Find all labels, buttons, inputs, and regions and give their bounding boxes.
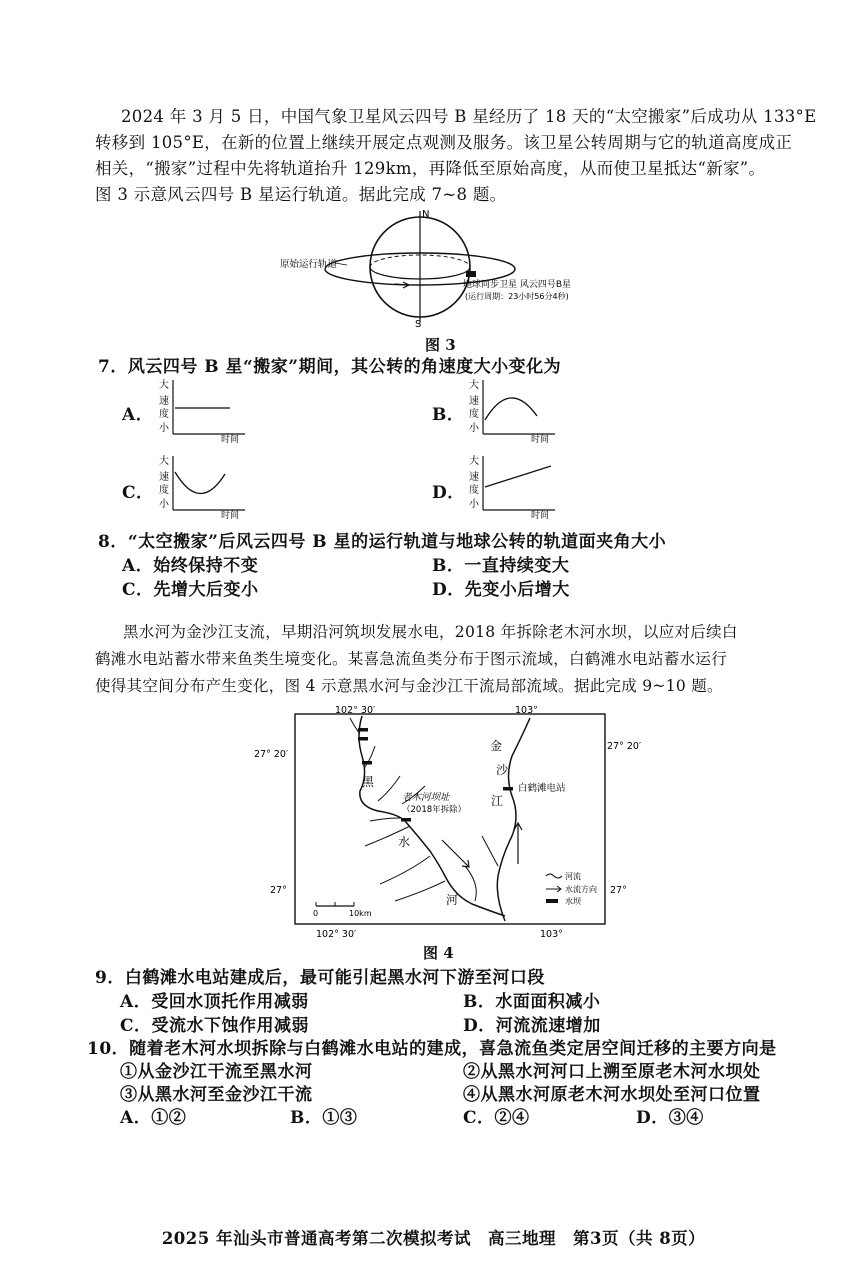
intro-line: 使得其空间分布产生变化，图 4 示意黑水河与金沙江干流局部流域。据此完成 9~10 题。 bbox=[95, 677, 723, 695]
intro-line: 鹤滩水电站蓄水带来鱼类生境变化。某喜急流鱼类分布于图示流域，白鹤滩水电站蓄水运行 bbox=[95, 650, 728, 668]
axis-label-small: 小 bbox=[159, 499, 169, 510]
axis-label-big: 大 bbox=[469, 456, 479, 467]
q8-option-d[interactable]: D．先变小后增大 bbox=[432, 580, 570, 600]
axis-label-degree: 度 bbox=[469, 485, 479, 496]
axis-label-speed: 速 bbox=[469, 472, 479, 483]
dam-marker bbox=[362, 761, 372, 765]
orbit-label: 原始运行轨道 bbox=[280, 259, 338, 270]
axis-label-speed: 速 bbox=[159, 396, 169, 407]
axis-label-time: 时间 bbox=[531, 435, 550, 444]
axis-label-big: 大 bbox=[469, 380, 479, 391]
dam-marker bbox=[358, 737, 368, 741]
q7-option-c-graph bbox=[145, 452, 255, 520]
station-label: 白鹤滩电站 bbox=[518, 783, 566, 794]
intro-line: 2024 年 3 月 5 日，中国气象卫星风云四号 B 星经历了 18 天的“太空搬家”后成功从 133°E bbox=[121, 107, 817, 126]
figure-4-caption: 图 4 bbox=[423, 944, 454, 962]
heishui-char-3: 河 bbox=[446, 893, 459, 907]
axis-label-time: 时间 bbox=[531, 511, 550, 520]
heishui-river bbox=[359, 716, 505, 916]
q7-option-a-graph bbox=[145, 376, 255, 444]
q7-option-b-graph bbox=[455, 376, 565, 444]
axis-label-small: 小 bbox=[159, 423, 169, 434]
lon-top-left: 102° 30′ bbox=[335, 706, 376, 716]
q9-option-b[interactable]: B．水面面积减小 bbox=[463, 992, 601, 1012]
q10-item-2: ②从黑水河河口上溯至原老木河水坝处 bbox=[463, 1062, 761, 1082]
q10-item-1: ①从金沙江干流至黑水河 bbox=[120, 1062, 313, 1082]
question-9-stem: 9．白鹤滩水电站建成后，最可能引起黑水河下游至河口段 bbox=[95, 968, 545, 988]
q10-item-3: ③从黑水河至金沙江干流 bbox=[120, 1085, 313, 1105]
q10-option-d[interactable]: D．③④ bbox=[636, 1108, 704, 1128]
jinsha-char-3: 江 bbox=[491, 794, 504, 808]
axis-label-time: 时间 bbox=[221, 435, 240, 444]
period-label: (运行周期：23小时56分4秒) bbox=[465, 292, 569, 301]
axis-label-time: 时间 bbox=[221, 511, 240, 520]
scale-ten: 10km bbox=[349, 909, 372, 918]
figure-4-map bbox=[250, 706, 650, 942]
axis-label-speed: 速 bbox=[159, 472, 169, 483]
q10-option-c[interactable]: C．②④ bbox=[463, 1108, 530, 1128]
satellite-marker bbox=[466, 271, 476, 277]
axis-label-degree: 度 bbox=[159, 485, 169, 496]
axis-label-small: 小 bbox=[469, 499, 479, 510]
jinsha-river bbox=[497, 718, 530, 921]
axis-label-degree: 度 bbox=[159, 409, 169, 420]
dam-site-note: （2018年拆除） bbox=[402, 805, 467, 815]
q10-option-b[interactable]: B．①③ bbox=[290, 1108, 358, 1128]
figure-3-caption: 图 3 bbox=[425, 336, 456, 354]
jinsha-char-2: 沙 bbox=[496, 763, 509, 777]
dam-marker bbox=[358, 728, 368, 732]
axis-label-degree: 度 bbox=[469, 409, 479, 420]
south-label: S bbox=[415, 319, 422, 330]
legend-flow: 水流方向 bbox=[565, 885, 597, 894]
legend-dam-symbol bbox=[546, 899, 558, 903]
question-8-stem: 8．“太空搬家”后风云四号 B 星的运行轨道与地球公转的轨道面夹角大小 bbox=[98, 532, 667, 552]
axis-label-speed: 速 bbox=[469, 396, 479, 407]
q7-option-b-letter[interactable]: B． bbox=[432, 405, 465, 425]
q7-option-d-letter[interactable]: D． bbox=[432, 483, 465, 503]
intro-line: 图 3 示意风云四号 B 星运行轨道。据此完成 7~8 题。 bbox=[95, 185, 507, 204]
q7-option-c-letter[interactable]: C． bbox=[122, 483, 154, 503]
question-7-stem: 7．风云四号 B 星“搬家”期间，其公转的角速度大小变化为 bbox=[98, 357, 562, 377]
page-footer: 2025 年汕头市普通高考第二次模拟考试 高三地理 第3页（共 8页） bbox=[161, 1229, 706, 1248]
lat-bottom-right: 27° bbox=[610, 885, 627, 896]
curve-rise-then-fall bbox=[485, 398, 537, 420]
legend-river: 河流 bbox=[565, 872, 581, 881]
dam-site-label: 老木河坝址 bbox=[402, 792, 450, 803]
q7-option-a-letter[interactable]: A． bbox=[122, 405, 154, 425]
baihetan-station-marker bbox=[503, 787, 513, 791]
scale-zero: 0 bbox=[313, 909, 319, 918]
axis-label-big: 大 bbox=[159, 380, 169, 391]
intro-passage-1 bbox=[95, 104, 817, 208]
lat-bottom-left: 27° bbox=[270, 885, 287, 896]
figure-3-orbit-diagram bbox=[275, 205, 605, 330]
lon-top-right: 103° bbox=[515, 706, 538, 716]
heishui-char-1: 黑 bbox=[362, 775, 375, 789]
axis-label-big: 大 bbox=[159, 456, 169, 467]
lat-top-left: 27° 20′ bbox=[254, 749, 289, 760]
laomuhe-dam-site bbox=[401, 818, 411, 822]
q9-option-c[interactable]: C．受流水下蚀作用减弱 bbox=[120, 1016, 310, 1036]
heishui-char-2: 水 bbox=[398, 835, 411, 849]
legend-dam: 水坝 bbox=[565, 897, 581, 906]
question-10-stem: 10．随着老木河水坝拆除与白鹤滩水电站的建成，喜急流鱼类定居空间迁移的主要方向是 bbox=[87, 1039, 777, 1059]
lon-bottom-right: 103° bbox=[540, 929, 563, 940]
intro-passage-2 bbox=[95, 619, 795, 700]
intro-line: 转移到 105°E，在新的位置上继续开展定点观测及服务。该卫星公转周期与它的轨道高度成正 bbox=[95, 133, 793, 152]
lon-bottom-left: 102° 30′ bbox=[316, 929, 357, 940]
lat-top-right: 27° 20′ bbox=[607, 741, 642, 752]
q9-option-d[interactable]: D．河流流速增加 bbox=[463, 1016, 601, 1036]
curve-fall-then-rise bbox=[175, 472, 225, 494]
legend-river-symbol bbox=[546, 874, 562, 878]
q9-option-a[interactable]: A．受回水顶托作用减弱 bbox=[120, 992, 309, 1012]
q7-option-d-graph bbox=[455, 452, 565, 520]
q8-option-b[interactable]: B．一直持续变大 bbox=[432, 556, 570, 576]
axis-label-small: 小 bbox=[469, 423, 479, 434]
curve-increasing bbox=[485, 466, 551, 487]
intro-line: 相关，“搬家”过程中先将轨道抬升 129km，再降低至原始高度，从而使卫星抵达“新家”。 bbox=[95, 159, 766, 178]
q8-option-c[interactable]: C．先增大后变小 bbox=[122, 580, 259, 600]
q8-option-a[interactable]: A．始终保持不变 bbox=[122, 556, 259, 576]
north-label: N bbox=[422, 209, 430, 220]
q10-option-a[interactable]: A．①② bbox=[120, 1108, 187, 1128]
satellite-label: 地球同步卫星 风云四号B星 bbox=[463, 280, 572, 290]
intro-line: 黑水河为金沙江支流，早期沿河筑坝发展水电，2018 年拆除老木河水坝，以应对后续白 bbox=[123, 623, 738, 641]
q10-item-4: ④从黑水河原老木河水坝处至河口位置 bbox=[463, 1085, 761, 1105]
jinsha-char-1: 金 bbox=[490, 739, 503, 753]
